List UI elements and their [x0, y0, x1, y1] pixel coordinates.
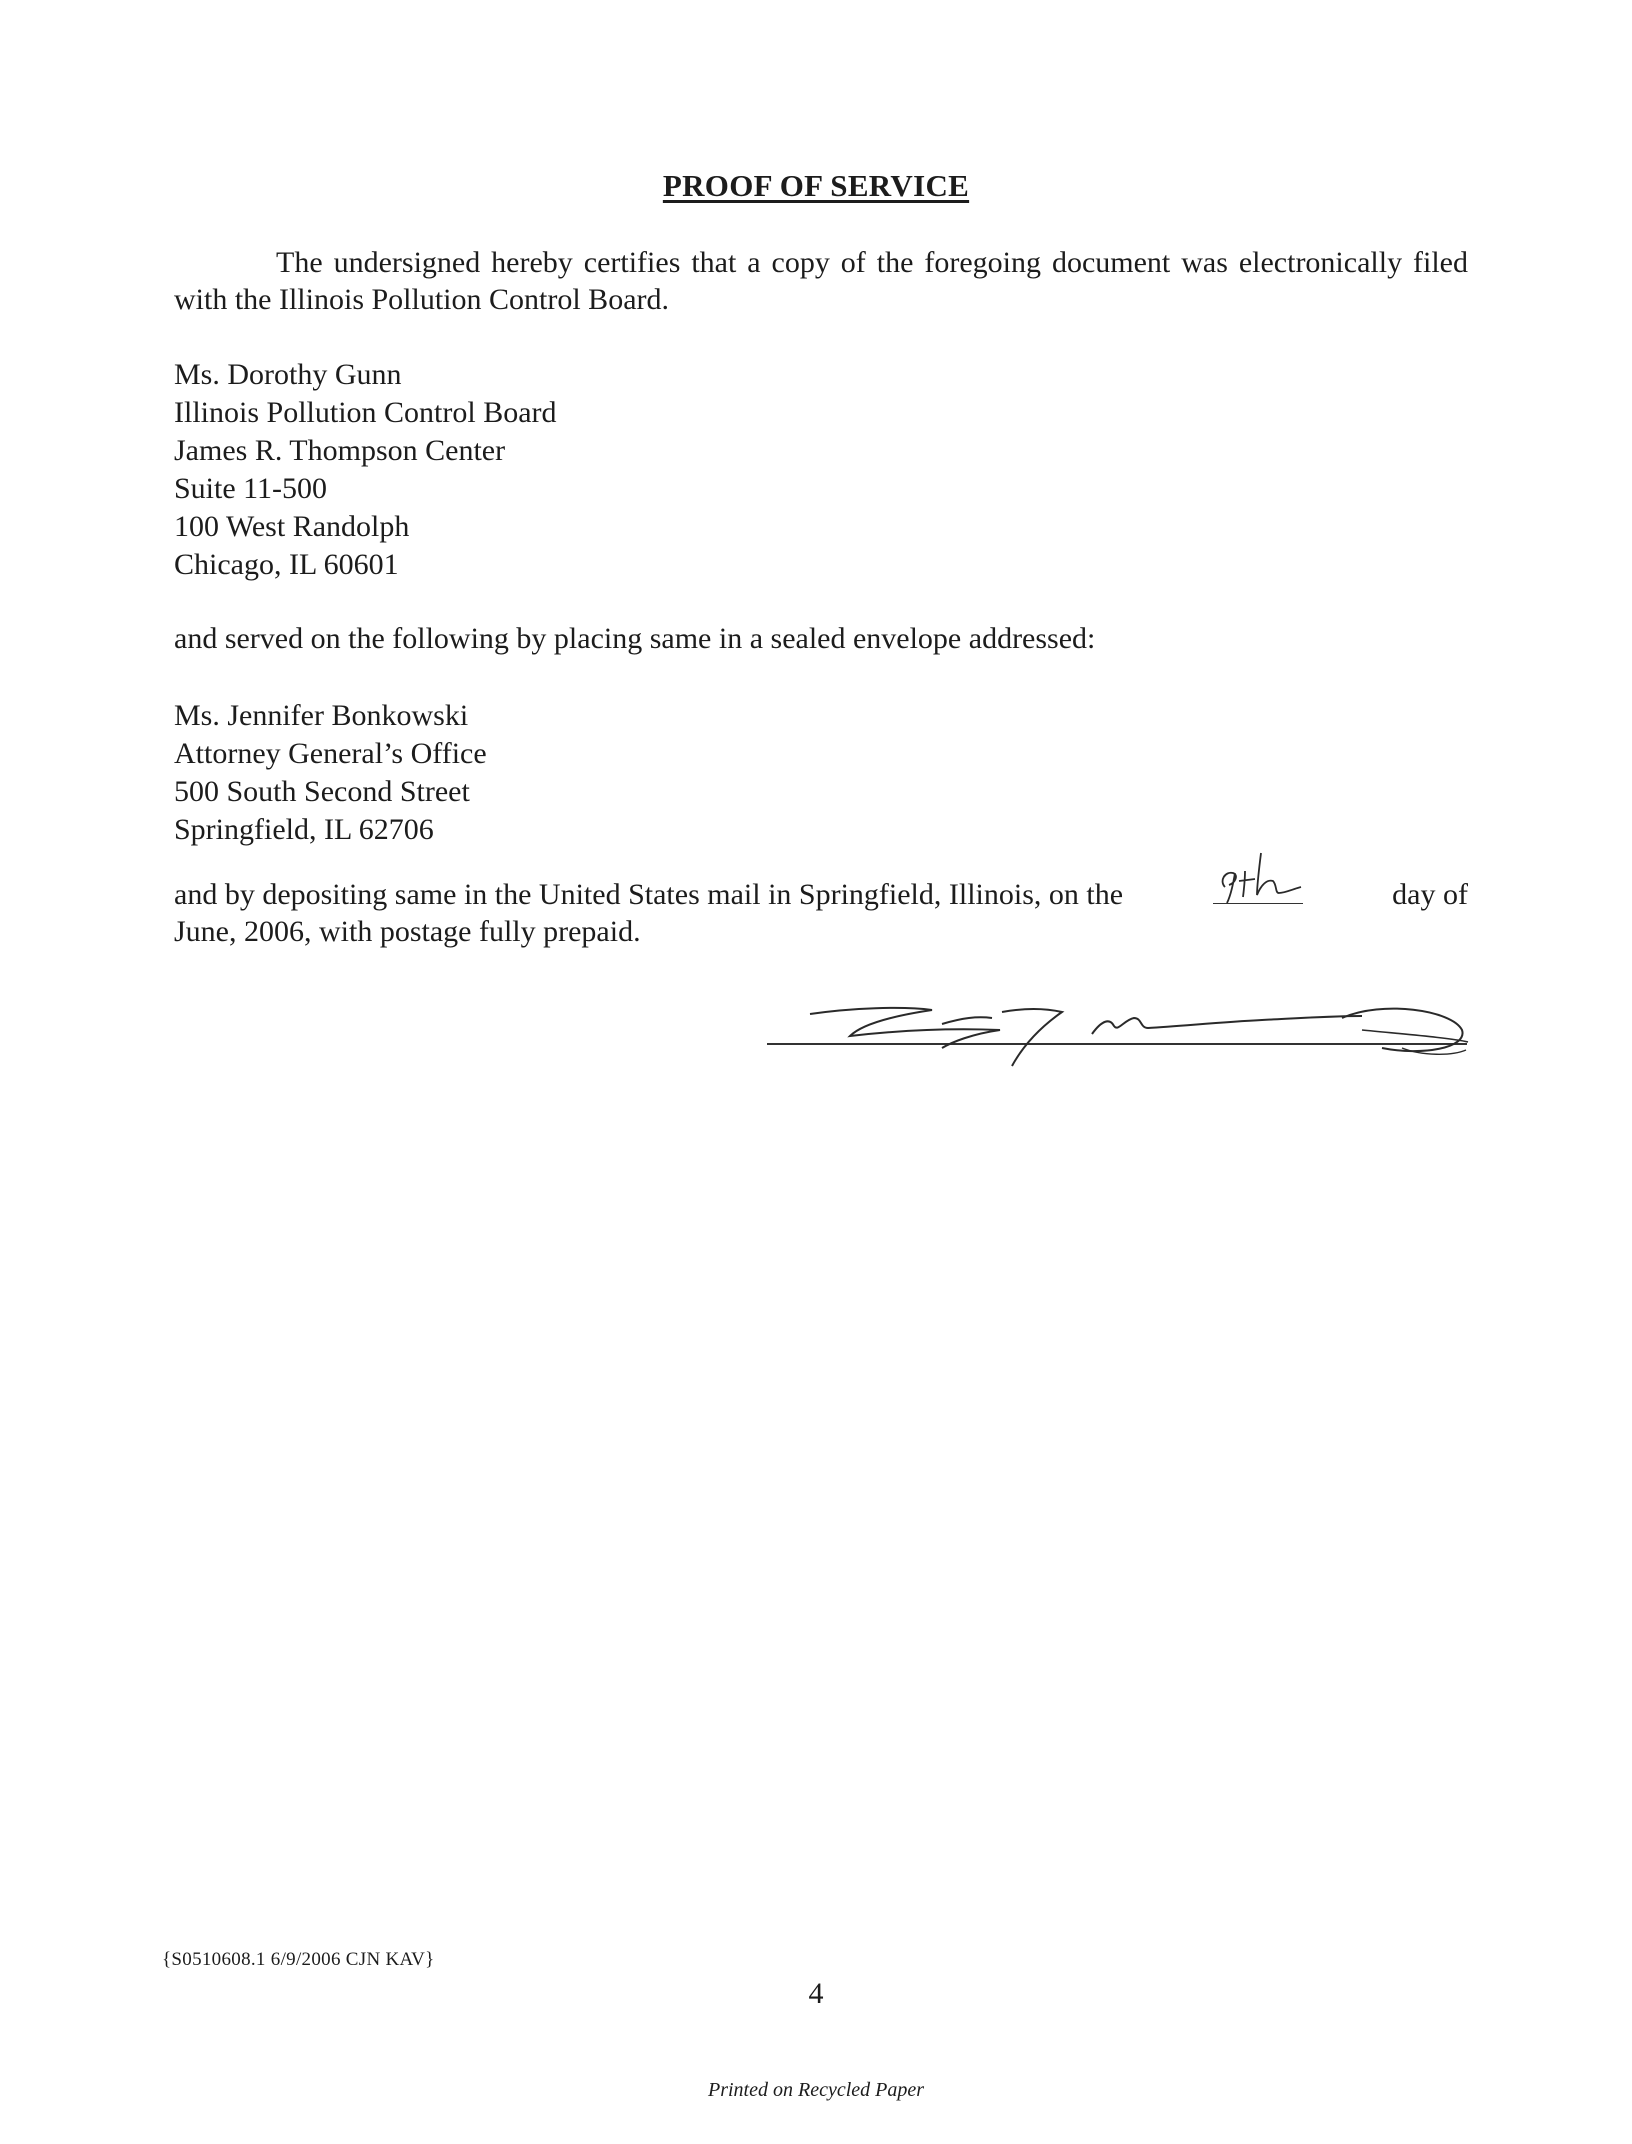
document-reference: {S0510608.1 6/9/2006 CJN KAV} [162, 1949, 435, 1970]
recipient-address-block-1 [174, 356, 557, 584]
recipient-name: Ms. Dorothy Gunn [174, 358, 402, 391]
recycled-paper-note: Printed on Recycled Paper [707, 2079, 925, 2101]
recipient-city: Springfield, IL 62706 [174, 813, 434, 846]
recipient-city: Chicago, IL 60601 [174, 548, 399, 581]
served-statement: and served on the following by placing same in a sealed envelope addressed: [174, 622, 1096, 655]
deposit-text-after: day of [1392, 878, 1468, 911]
recipient-name: Ms. Jennifer Bonkowski [174, 699, 469, 732]
day-blank [1213, 877, 1303, 904]
recipient-building: James R. Thompson Center [174, 434, 506, 467]
certification-paragraph: The undersigned hereby certifies that a copy of the foregoing document was electronically filed with the Illinois Pollution Control Board. [174, 246, 1468, 316]
recipient-organization: Illinois Pollution Control Board [174, 396, 557, 429]
page-title: PROOF OF SERVICE [662, 168, 970, 203]
recipient-address-block-2 [174, 697, 487, 849]
recipient-street: 100 West Randolph [174, 510, 410, 543]
signature [762, 990, 1470, 1070]
recipient-suite: Suite 11-500 [174, 472, 328, 505]
recipient-street: 500 South Second Street [174, 775, 470, 808]
handwritten-day [1215, 841, 1305, 901]
page-number: 4 [808, 1977, 824, 2010]
deposit-text-line2: June, 2006, with postage fully prepaid. [174, 915, 641, 948]
recipient-organization: Attorney General’s Office [174, 737, 487, 770]
deposit-statement [174, 876, 1468, 950]
deposit-text-before: and by depositing same in the United States mail in Springfield, Illinois, on the [174, 878, 1124, 911]
